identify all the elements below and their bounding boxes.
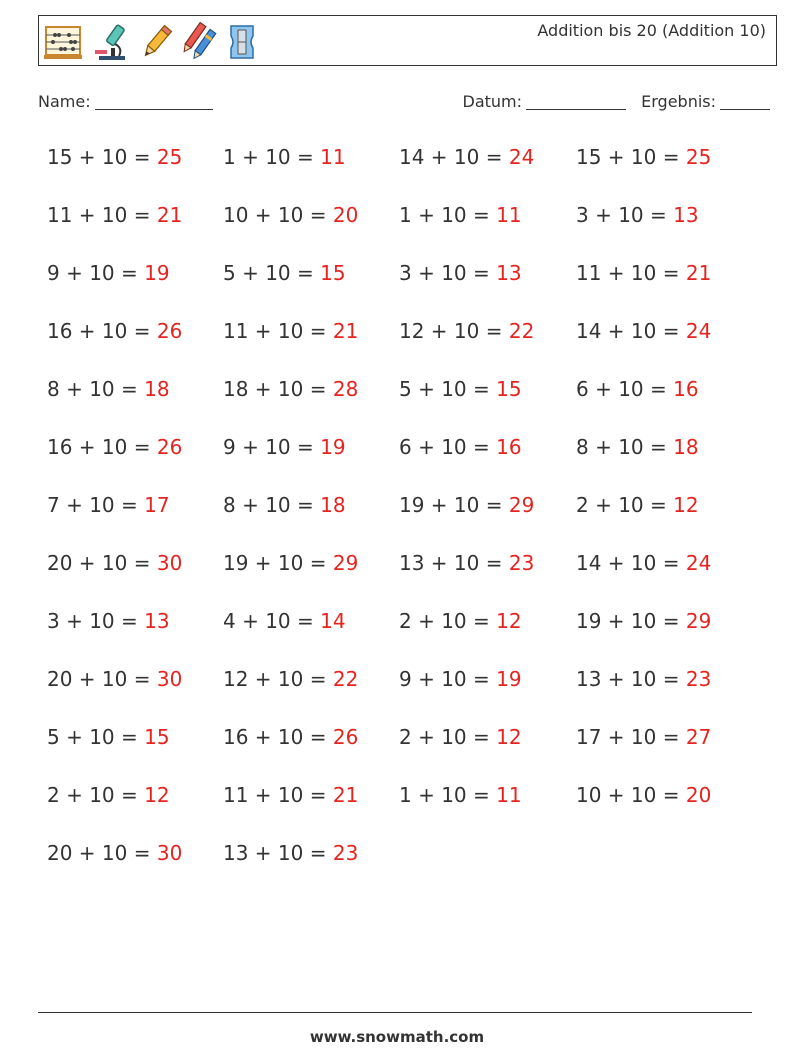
problem-question: 6 + 10 = [399,435,497,459]
problem-answer: 22 [332,667,359,691]
problem-answer: 28 [332,377,359,401]
problem-item [47,841,182,865]
problem-answer: 12 [673,493,699,517]
pencil-icon [139,22,173,62]
problem-answer: 11 [320,145,346,169]
problem-item [223,203,358,227]
problem-item [576,725,711,749]
problem-question: 20 + 10 = [47,841,157,865]
problem-item [47,145,182,169]
problem-item [47,319,182,343]
problem-answer: 30 [156,551,183,575]
problem-item [47,261,170,285]
problem-answer: 30 [156,667,183,691]
problem-answer: 26 [156,435,183,459]
problem-answer: 19 [144,261,170,285]
problem-answer: 12 [496,609,522,633]
problem-item [47,609,170,633]
problem-question: 3 + 10 = [47,609,145,633]
problem-question: 5 + 10 = [399,377,497,401]
header-icons [43,20,257,64]
problem-question: 8 + 10 = [576,435,674,459]
problem-item [223,609,346,633]
problem-answer: 13 [144,609,170,633]
problem-answer: 14 [320,609,346,633]
problem-item [399,609,522,633]
problem-answer: 26 [332,725,359,749]
sharpener-icon [227,22,257,62]
problem-item [223,725,358,749]
problem-item [223,551,358,575]
problem-question: 8 + 10 = [223,493,321,517]
problem-item [399,435,522,459]
problem-item [47,377,170,401]
problem-question: 19 + 10 = [223,551,333,575]
problem-question: 20 + 10 = [47,551,157,575]
problem-question: 14 + 10 = [576,551,686,575]
problem-answer: 17 [144,493,170,517]
problem-answer: 15 [144,725,170,749]
problem-question: 16 + 10 = [47,435,157,459]
problem-answer: 12 [144,783,170,807]
problem-item [576,319,711,343]
problem-answer: 19 [496,667,522,691]
problem-item [576,667,711,691]
problem-question: 11 + 10 = [223,783,333,807]
problem-answer: 15 [320,261,346,285]
problem-question: 18 + 10 = [223,377,333,401]
problem-answer: 21 [156,203,183,227]
problem-question: 5 + 10 = [47,725,145,749]
problem-answer: 30 [156,841,183,865]
crayons-icon [181,22,219,62]
problem-question: 15 + 10 = [47,145,157,169]
problem-question: 2 + 10 = [47,783,145,807]
problem-answer: 25 [685,145,712,169]
problem-item [47,493,170,517]
problem-item [223,261,346,285]
problem-item [576,261,711,285]
problem-item [47,203,182,227]
problem-question: 2 + 10 = [576,493,674,517]
worksheet-header [38,15,777,66]
problem-question: 20 + 10 = [47,667,157,691]
problem-answer: 23 [332,841,359,865]
problem-question: 9 + 10 = [223,435,321,459]
problem-answer: 20 [332,203,359,227]
result-line [720,93,770,110]
problem-question: 4 + 10 = [223,609,321,633]
problem-question: 5 + 10 = [223,261,321,285]
problem-answer: 29 [332,551,359,575]
problem-answer: 21 [332,783,359,807]
problem-question: 7 + 10 = [47,493,145,517]
problem-question: 9 + 10 = [47,261,145,285]
problem-answer: 18 [320,493,346,517]
problem-question: 13 + 10 = [576,667,686,691]
problem-item [47,725,170,749]
problem-item [223,783,358,807]
problem-question: 11 + 10 = [223,319,333,343]
result-label: Ergebnis: [641,92,716,111]
problem-answer: 25 [156,145,183,169]
problem-question: 19 + 10 = [576,609,686,633]
problem-answer: 22 [508,319,535,343]
problem-answer: 29 [508,493,535,517]
problem-answer: 29 [685,609,712,633]
problem-question: 2 + 10 = [399,725,497,749]
problem-item [576,145,711,169]
problem-question: 11 + 10 = [47,203,157,227]
problem-item [399,725,522,749]
abacus-icon [43,24,83,60]
problem-item [223,319,358,343]
problem-answer: 11 [496,203,522,227]
problem-item [399,551,534,575]
problem-item [399,319,534,343]
microscope-icon [91,22,131,62]
problem-item [576,377,699,401]
footer-url: www.snowmath.com [309,1028,485,1046]
problem-question: 10 + 10 = [576,783,686,807]
problem-answer: 12 [496,725,522,749]
problem-item [576,435,699,459]
worksheet-title: Addition bis 20 (Addition 10) [537,21,766,40]
problem-question: 17 + 10 = [576,725,686,749]
problem-question: 11 + 10 = [576,261,686,285]
problem-answer: 18 [673,435,699,459]
problem-item [399,145,534,169]
problem-question: 9 + 10 = [399,667,497,691]
footer-divider [38,1012,752,1013]
problem-question: 19 + 10 = [399,493,509,517]
problem-question: 16 + 10 = [223,725,333,749]
problem-question: 3 + 10 = [399,261,497,285]
problem-question: 16 + 10 = [47,319,157,343]
problem-item [576,783,711,807]
name-line [95,93,213,110]
problem-item [223,667,358,691]
problem-item [223,435,346,459]
problem-answer: 23 [508,551,535,575]
problem-question: 14 + 10 = [399,145,509,169]
problem-item [399,783,522,807]
problem-item [399,261,522,285]
problem-question: 10 + 10 = [223,203,333,227]
problem-item [47,435,182,459]
problem-question: 3 + 10 = [576,203,674,227]
problem-question: 12 + 10 = [399,319,509,343]
problem-answer: 20 [685,783,712,807]
problem-answer: 19 [320,435,346,459]
problem-answer: 11 [496,783,522,807]
problem-answer: 26 [156,319,183,343]
problem-item [47,783,170,807]
problem-answer: 15 [496,377,522,401]
problem-item [576,203,699,227]
problem-item [576,493,699,517]
date-line [526,93,626,110]
problem-question: 1 + 10 = [399,203,497,227]
problem-question: 13 + 10 = [399,551,509,575]
problem-question: 15 + 10 = [576,145,686,169]
problem-question: 14 + 10 = [576,319,686,343]
problem-item [399,377,522,401]
date-label: Datum: [462,92,523,111]
problem-answer: 16 [496,435,522,459]
problem-answer: 21 [332,319,359,343]
problem-question: 13 + 10 = [223,841,333,865]
name-field [38,92,213,111]
problem-answer: 13 [673,203,699,227]
problem-answer: 24 [685,319,712,343]
problem-answer: 24 [685,551,712,575]
problem-answer: 23 [685,667,712,691]
problem-item [223,841,358,865]
problem-answer: 24 [508,145,535,169]
problem-question: 6 + 10 = [576,377,674,401]
problem-answer: 21 [685,261,712,285]
problem-item [399,203,522,227]
problem-answer: 16 [673,377,699,401]
problem-item [47,551,182,575]
problem-item [47,667,182,691]
problem-item [576,609,711,633]
problem-question: 8 + 10 = [47,377,145,401]
name-label: Name: [38,92,91,111]
problem-item [223,145,346,169]
problem-item [399,493,534,517]
problem-item [223,493,346,517]
problem-item [576,551,711,575]
problem-answer: 13 [496,261,522,285]
problem-question: 12 + 10 = [223,667,333,691]
problem-item [223,377,358,401]
date-result-fields [463,92,770,111]
problem-question: 1 + 10 = [399,783,497,807]
problem-answer: 27 [685,725,712,749]
problem-answer: 18 [144,377,170,401]
problem-question: 1 + 10 = [223,145,321,169]
problem-question: 2 + 10 = [399,609,497,633]
problem-item [399,667,522,691]
